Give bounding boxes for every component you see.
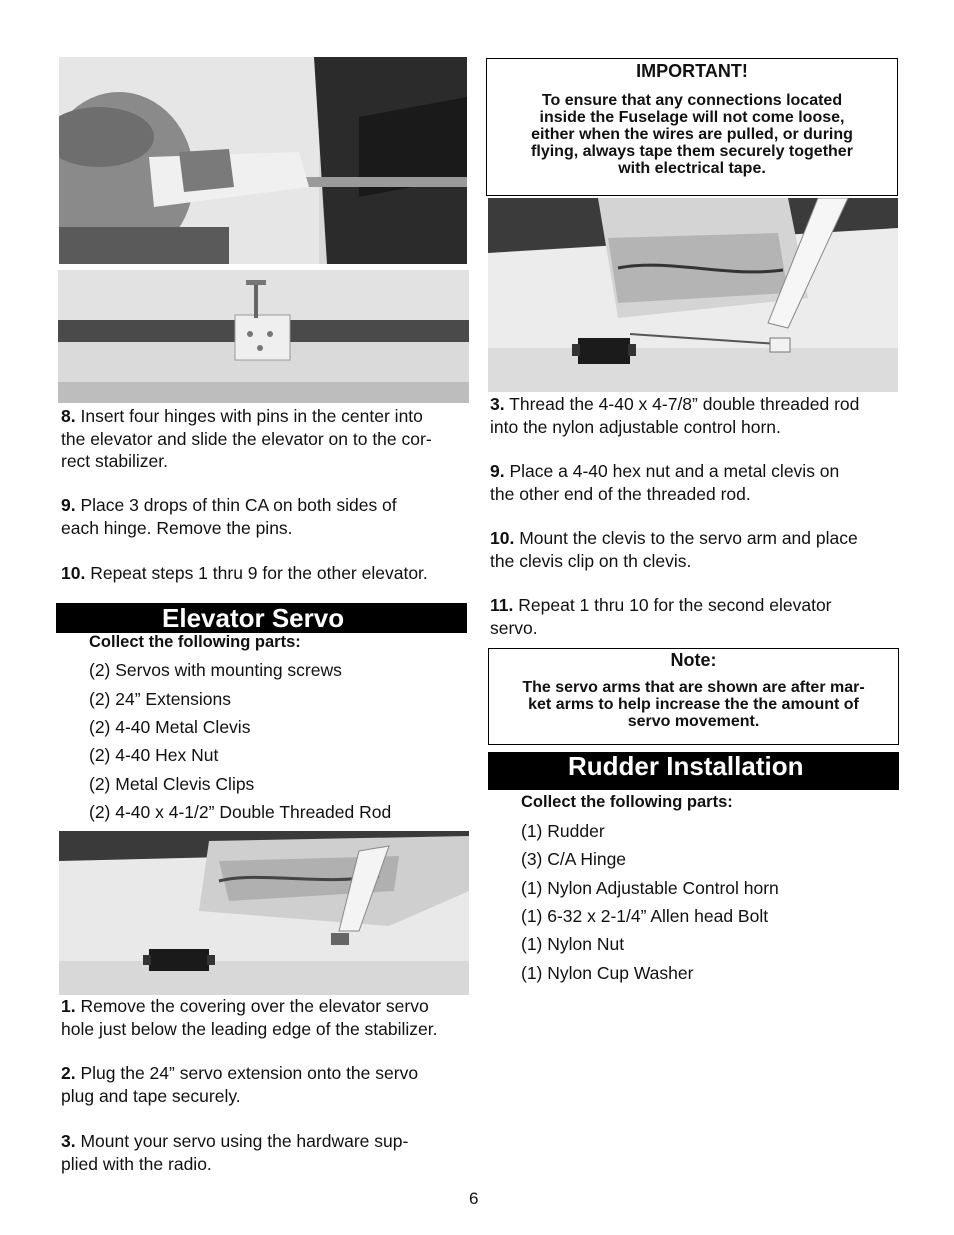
step-text: plied with the radio. xyxy=(61,1153,212,1174)
step-number: 9. xyxy=(61,495,76,515)
step-8-left xyxy=(61,405,471,473)
step-number: 10. xyxy=(61,563,86,583)
photo-elevator-servo xyxy=(59,831,469,995)
photo-servo-pushrod xyxy=(488,198,898,392)
part-item: (1) Nylon Nut xyxy=(521,934,625,954)
step-3-left xyxy=(61,1130,473,1175)
photo-hinge xyxy=(58,270,469,403)
section-title: Rudder Installation xyxy=(568,751,804,781)
step-9-left xyxy=(61,494,471,539)
step-text: Plug the 24” servo extension onto the servo xyxy=(80,1063,419,1083)
step-text: into the nylon adjustable control horn. xyxy=(490,416,781,437)
step-number: 3. xyxy=(490,394,505,414)
step-text: plug and tape securely. xyxy=(61,1085,241,1106)
step-text: Insert four hinges with pins in the center into xyxy=(80,406,423,426)
step-text: Repeat steps 1 thru 9 for the other elevator. xyxy=(90,563,428,583)
part-item: (2) 4-40 Hex Nut xyxy=(89,745,219,765)
part-item: (3) C/A Hinge xyxy=(521,849,627,869)
part-item: (1) Nylon Cup Washer xyxy=(521,963,694,983)
step-10-left xyxy=(61,562,471,585)
step-3-right xyxy=(490,393,910,438)
step-1-left xyxy=(61,995,473,1040)
step-text: servo. xyxy=(490,617,538,638)
part-item: (1) Rudder xyxy=(521,821,605,841)
step-text: Thread the 4-40 x 4-7/8” double threaded rod xyxy=(509,394,860,414)
step-text: the elevator and slide the elevator on to the cor- xyxy=(61,428,432,449)
important-text xyxy=(487,92,897,177)
note-line: servo movement. xyxy=(627,713,760,730)
important-line: inside the Fuselage will not come loose, xyxy=(539,109,845,126)
step-text: the other end of the threaded rod. xyxy=(490,483,751,504)
page-number: 6 xyxy=(469,1189,479,1208)
step-text: rect stabilizer. xyxy=(61,451,168,471)
note-title: Note: xyxy=(670,650,717,670)
important-line: either when the wires are pulled, or during xyxy=(531,126,853,143)
section-title: Elevator Servo xyxy=(162,603,345,633)
step-number: 8. xyxy=(61,406,76,426)
step-text: each hinge. Remove the pins. xyxy=(61,517,293,538)
step-number: 3. xyxy=(61,1131,76,1151)
part-item: (1) 6-32 x 2-1/4” Allen head Bolt xyxy=(521,906,769,926)
step-10-right xyxy=(490,527,910,572)
step-number: 2. xyxy=(61,1063,76,1083)
step-11-right xyxy=(490,594,910,639)
step-text: Place a 4-40 hex nut and a metal clevis on xyxy=(509,461,840,481)
step-number: 1. xyxy=(61,996,76,1016)
note-line: The servo arms that are shown are after mar- xyxy=(522,679,865,696)
part-item: (2) 4-40 x 4-1/2” Double Threaded Rod xyxy=(89,802,392,822)
part-item: (2) Metal Clevis Clips xyxy=(89,774,255,794)
step-text: Repeat 1 thru 10 for the second elevator xyxy=(518,595,832,615)
section-heading-elevator-servo xyxy=(56,603,467,633)
important-line: flying, always tape them securely together xyxy=(531,143,853,160)
step-text: hole just below the leading edge of the stabilizer. xyxy=(61,1018,438,1039)
part-item: (2) 4-40 Metal Clevis xyxy=(89,717,251,737)
important-title: IMPORTANT! xyxy=(636,61,748,81)
collect-parts-heading: Collect the following parts: xyxy=(521,793,733,811)
photo-glue-application xyxy=(59,57,467,264)
important-line: with electrical tape. xyxy=(618,160,766,177)
part-item: (2) 24” Extensions xyxy=(89,689,232,709)
step-number: 10. xyxy=(490,528,515,548)
step-2-left xyxy=(61,1062,473,1107)
part-item: (1) Nylon Adjustable Control horn xyxy=(521,878,779,898)
collect-parts-heading: Collect the following parts: xyxy=(89,633,301,651)
part-item: (2) Servos with mounting screws xyxy=(89,660,342,680)
note-box xyxy=(488,648,899,745)
note-text xyxy=(489,679,898,730)
section-heading-rudder-installation xyxy=(488,752,899,790)
important-notice-box xyxy=(486,58,898,196)
step-text: the clevis clip on th clevis. xyxy=(490,550,692,571)
step-text: Remove the covering over the elevator servo xyxy=(80,996,429,1016)
step-number: 11. xyxy=(490,595,514,615)
step-text: Mount your servo using the hardware sup- xyxy=(80,1131,409,1151)
important-line: To ensure that any connections located xyxy=(541,92,843,109)
step-text: Place 3 drops of thin CA on both sides of xyxy=(80,495,397,515)
step-text: Mount the clevis to the servo arm and place xyxy=(519,528,858,548)
step-9-right xyxy=(490,460,910,505)
note-line: ket arms to help increase the the amount of xyxy=(528,696,859,713)
step-number: 9. xyxy=(490,461,505,481)
